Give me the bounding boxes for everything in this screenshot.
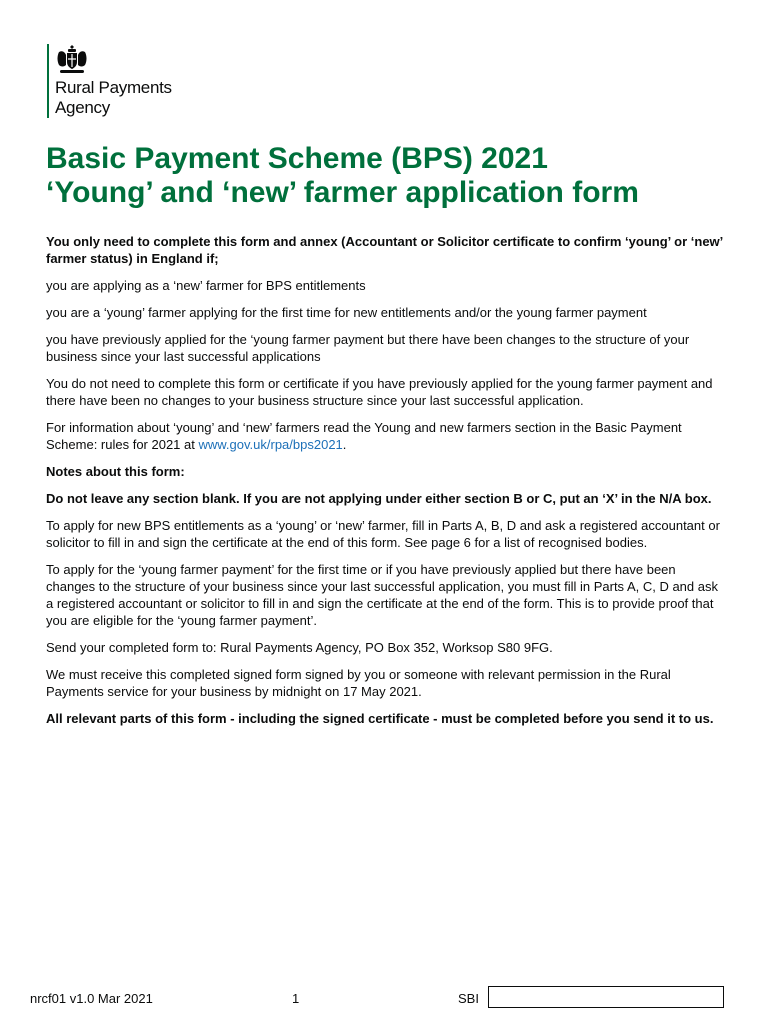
title-line-2: ‘Young’ and ‘new’ farmer application form [46,176,639,209]
completion-warning: All relevant parts of this form - including the signed certificate - must be completed before you send it to us. [46,711,714,726]
send-address: Send your completed form to: Rural Payments Agency, PO Box 352, Worksop S80 9FG. [46,640,553,655]
young-payment-instructions: To apply for the ‘young farmer payment’ for the first time or if you have previously applied but there have been changes to the structure of your business since your last successful application, you must fill in Parts A, C, D and ask a registered accountant or solicitor to fill in and sign the certificate at the end of the form. This is to provide proof that you are eligible for the ‘young farmer payment’. [46,562,718,628]
page-number: 1 [292,991,300,1006]
form-instructions [46,233,726,737]
no-need-text: You do not need to complete this form or certificate if you have previously applied for the young farmer payment and there have been no changes to your business structure since your last successful application. [46,376,713,408]
bps-guidance-link[interactable]: www.gov.uk/rpa/bps2021 [198,437,343,452]
royal-coat-of-arms-icon [55,44,89,76]
sbi-input[interactable] [488,986,724,1008]
info-suffix: . [342,437,347,452]
page-title [46,142,746,210]
condition-new-farmer: you are applying as a ‘new’ farmer for BPS entitlements [46,278,366,293]
sbi-label: SBI [458,991,479,1006]
info-prefix: For information about ‘young’ and ‘new’ farmers read the Young and new farmers section in the Basic Payment Scheme: rules for 2021 at [46,420,682,452]
logo-divider [47,44,49,118]
organisation-name [55,78,172,118]
entitlements-instructions: To apply for new BPS entitlements as a ‘young’ or ‘new’ farmer, fill in Parts A, B, D and ask a registered accountant or solicitor to fill in and sign the certificate at the end of this form. See page 6 for a list of recognised bodies. [46,518,720,550]
notes-warning: Do not leave any section blank. If you are not applying under either section B or C, put an ‘X’ in the N/A box. [46,491,712,506]
info-text [46,419,726,453]
org-line-2: Agency [55,98,110,117]
deadline-text: We must receive this completed signed form signed by you or someone with relevant permission in the Rural Payments service for your business by midnight on 17 May 2021. [46,667,671,699]
intro-text: You only need to complete this form and annex (Accountant or Solicitor certificate to confirm ‘young’ or ‘new’ farmer status) in England if; [46,234,723,266]
condition-business-change: you have previously applied for the ‘young farmer payment but there have been changes to the structure of your business since your last successful applications [46,332,690,364]
form-code: nrcf01 v1.0 Mar 2021 [30,991,153,1006]
title-line-1: Basic Payment Scheme (BPS) 2021 [46,142,548,175]
org-line-1: Rural Payments [55,78,172,97]
condition-young-farmer: you are a ‘young’ farmer applying for the first time for new entitlements and/or the young farmer payment [46,305,647,320]
notes-heading: Notes about this form: [46,464,185,479]
